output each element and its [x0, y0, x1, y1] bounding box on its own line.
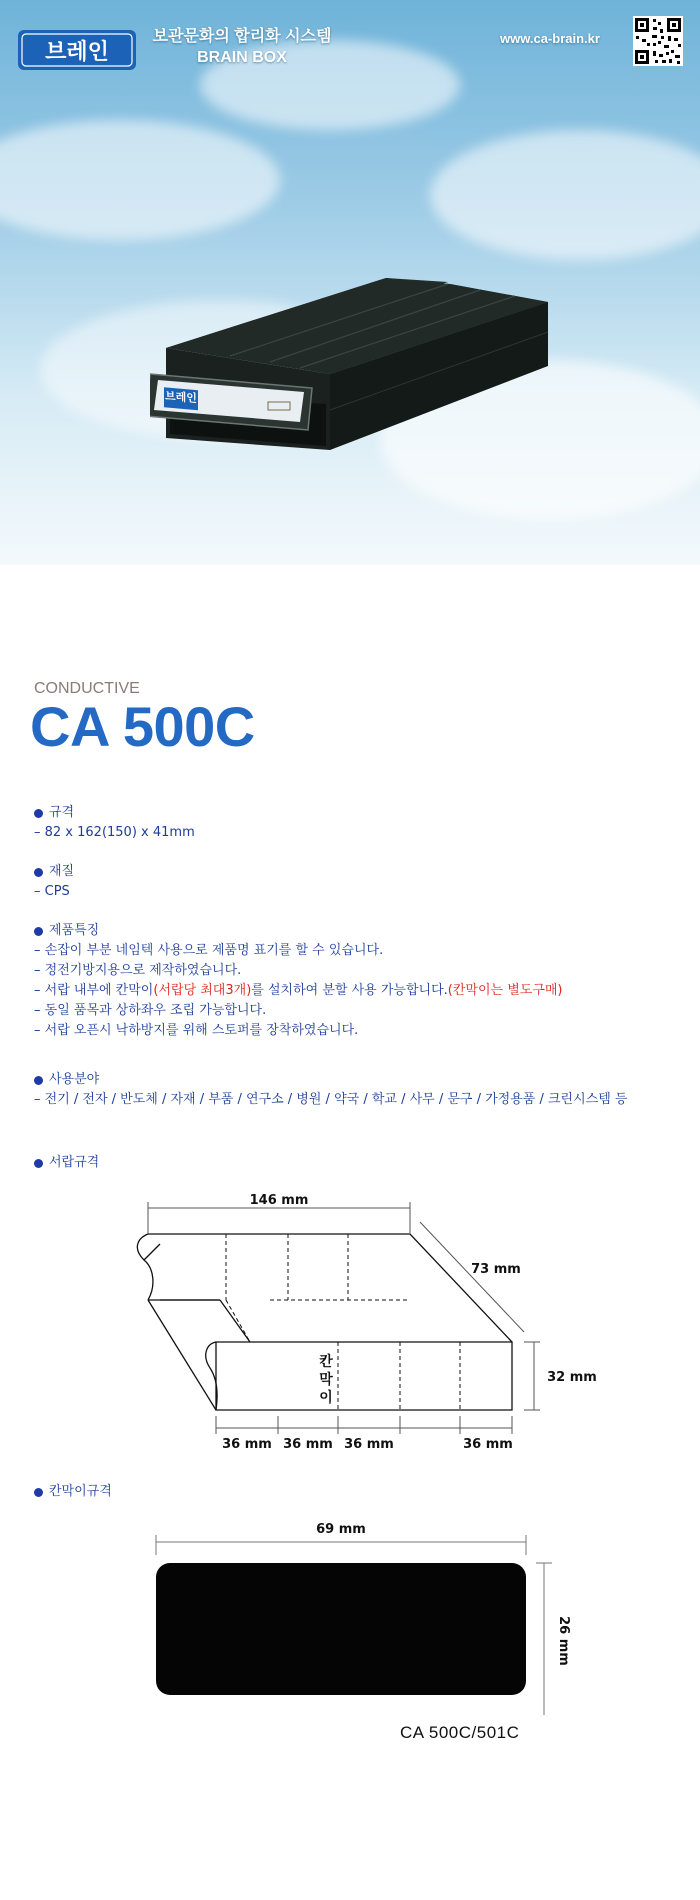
partition-dimension-diagram	[140, 1515, 580, 1755]
dim-depth-label: 73 mm	[471, 1262, 521, 1277]
feature-highlight: (칸막이는 별도구매)	[447, 983, 563, 998]
feature-line: – 손잡이 부분 네임텍 사용으로 제품명 표기를 할 수 있습니다.	[34, 943, 384, 958]
bullet-dot-icon	[34, 1488, 43, 1497]
brain-logo[interactable]	[18, 28, 136, 72]
drawer-dimension-diagram	[120, 1190, 610, 1460]
partition-plate	[156, 1563, 526, 1695]
model-number: CA 500C/501C	[400, 1723, 520, 1742]
partition-height-label: 26 mm	[556, 1616, 571, 1666]
product-image	[150, 270, 550, 565]
feature-line: – 서랍 오픈시 낙하방지를 위해 스토퍼를 장착하였습니다.	[34, 1023, 359, 1038]
bullet-dot-icon	[34, 809, 43, 818]
qr-code-icon[interactable]	[633, 16, 683, 66]
page-title: CA 500C	[30, 695, 255, 758]
section-material	[34, 862, 74, 902]
section-drawer-spec	[34, 1153, 99, 1173]
bullet-dot-icon	[34, 1159, 43, 1168]
product-category: CONDUCTIVE	[34, 680, 140, 697]
bullet-dot-icon	[34, 927, 43, 936]
feature-line: – 정전기방지용으로 제작하였습니다.	[34, 963, 242, 978]
section-features	[34, 921, 563, 1041]
bullet-dot-icon	[34, 1076, 43, 1085]
dim-bottom-label: 36 mm	[222, 1437, 272, 1452]
usage-line: – 전기 / 전자 / 반도체 / 자재 / 부품 / 연구소 / 병원 / 약국 / 학교 / 사무 / 문구 / 가정용품 / 크린시스템 등	[34, 1092, 628, 1107]
partition-char: 칸	[319, 1354, 333, 1370]
feature-text: 를 설치하여 분할 사용 가능합니다.	[251, 983, 448, 998]
spec-line: – 82 x 162(150) x 41mm	[34, 825, 195, 840]
partition-char: 막	[319, 1372, 333, 1388]
dim-bottom-label: 36 mm	[283, 1437, 333, 1452]
tagline-english: BRAIN BOX	[197, 49, 287, 66]
section-partition-spec	[34, 1482, 112, 1502]
logo-text: 브레인	[45, 40, 109, 65]
tagline	[152, 26, 332, 68]
section-heading: 서랍규격	[49, 1155, 100, 1170]
section-heading: 규격	[49, 805, 75, 820]
material-line: – CPS	[34, 884, 70, 899]
dim-bottom-label: 36 mm	[463, 1437, 513, 1452]
feature-line: – 동일 품목과 상하좌우 조립 가능합니다.	[34, 1003, 267, 1018]
section-heading: 제품특징	[49, 923, 100, 938]
section-heading: 칸막이규격	[49, 1484, 112, 1499]
dim-height-label: 32 mm	[547, 1370, 597, 1385]
dim-width-label: 146 mm	[249, 1193, 309, 1208]
cloud-shape	[430, 130, 700, 260]
website-link[interactable]: www.ca-brain.kr	[500, 31, 600, 46]
product-label-brand: 브레인	[165, 389, 197, 406]
section-usage	[34, 1070, 627, 1110]
tagline-korean: 보관문화의 합리화 시스템	[152, 28, 332, 45]
partition-char: 이	[319, 1390, 333, 1406]
section-heading: 사용분야	[49, 1072, 100, 1087]
bullet-dot-icon	[34, 868, 43, 877]
section-spec	[34, 803, 195, 843]
dim-bottom-label: 36 mm	[344, 1437, 394, 1452]
hero-banner	[0, 0, 700, 565]
section-heading: 재질	[49, 864, 75, 879]
cloud-shape	[0, 120, 280, 240]
partition-width-label: 69 mm	[316, 1522, 366, 1537]
feature-line	[34, 981, 563, 1001]
feature-highlight: (서랍당 최대3개)	[153, 983, 252, 998]
feature-text: – 서랍 내부에 칸막이	[34, 983, 154, 998]
